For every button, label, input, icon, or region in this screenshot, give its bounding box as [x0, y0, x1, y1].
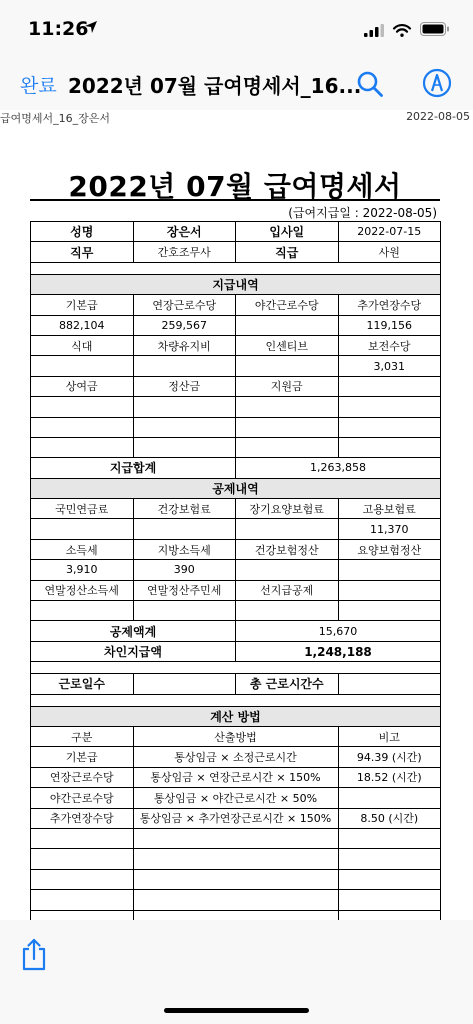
- wifi-icon: [393, 22, 411, 41]
- deduction-item-label: 연말정산주민세: [133, 580, 236, 600]
- pay-item-label: 기본급: [31, 295, 134, 315]
- calc-row: [31, 890, 441, 910]
- deduction-item-value: [236, 519, 339, 539]
- pay-item-label: 야간근로수당: [236, 295, 339, 315]
- pay-value-row: [31, 397, 441, 417]
- net-pay-label: 차인지급액: [31, 641, 236, 661]
- pay-value-row: [31, 437, 441, 457]
- calc-row: [31, 747, 441, 767]
- deduction-item-label: 지방소득세: [133, 539, 236, 559]
- calc-method: 통상임금 × 추가연장근로시간 × 150%: [133, 808, 338, 828]
- calc-method: 통상임금 × 소정근로시간: [133, 747, 338, 767]
- section-header-calculation: 계산 방법: [31, 706, 441, 726]
- pay-header-row: [31, 295, 441, 315]
- page-header-date: 2022-08-05: [406, 110, 470, 123]
- deduction-header-row: [31, 539, 441, 559]
- info-label: 성명: [31, 222, 134, 242]
- document-page: [0, 110, 473, 920]
- calc-note: 94.39 (시간): [338, 747, 441, 767]
- deduction-item-value: 11,370: [338, 519, 441, 539]
- info-row: [31, 222, 441, 242]
- pay-item-value: [236, 356, 339, 376]
- spacer: [31, 662, 441, 674]
- calc-row: [31, 788, 441, 808]
- calc-note: [338, 788, 441, 808]
- status-bar: [0, 0, 473, 58]
- deduction-total-value: 15,670: [236, 621, 441, 641]
- calc-item: 연장근로수당: [31, 767, 134, 787]
- calc-row: [31, 808, 441, 828]
- section-header-pay: 지급내역: [31, 274, 441, 294]
- spacer: [31, 694, 441, 706]
- deduction-value-row: [31, 601, 441, 621]
- pay-item-label: 차량유지비: [133, 335, 236, 355]
- calc-header: 산출방법: [133, 726, 338, 746]
- home-indicator: [164, 1008, 309, 1013]
- deduction-item-value: 3,910: [31, 560, 134, 580]
- pay-item-label: 보전수당: [338, 335, 441, 355]
- spacer: [31, 262, 441, 274]
- info-value: 간호조무사: [133, 242, 236, 262]
- section-header-deduction: 공제내역: [31, 478, 441, 498]
- cellular-signal-icon: [364, 22, 384, 41]
- deduction-item-label: 고용보험료: [338, 499, 441, 519]
- hours-value: [338, 674, 441, 694]
- deduction-value-row: [31, 519, 441, 539]
- pay-item-value: 259,567: [133, 315, 236, 335]
- pay-value-row: [31, 356, 441, 376]
- pay-item-value: [31, 356, 134, 376]
- net-pay-value: 1,248,188: [236, 641, 441, 661]
- pay-total-label: 지급합계: [31, 458, 236, 478]
- page-header-filename: 급여명세서_16_장은서: [0, 112, 111, 125]
- deduction-item-label: 건강보험료: [133, 499, 236, 519]
- workdays-value: [133, 674, 236, 694]
- deduction-item-label: 장기요양보험료: [236, 499, 339, 519]
- calc-header-row: [31, 726, 441, 746]
- deduction-item-value: [338, 560, 441, 580]
- markup-pen-icon[interactable]: [422, 68, 452, 102]
- info-label: 직급: [236, 242, 339, 262]
- payslip-title: 2022년 07월 급여명세서: [68, 170, 402, 203]
- done-button[interactable]: 완료: [20, 75, 57, 97]
- pay-item-value: [133, 356, 236, 376]
- info-label: 입사일: [236, 222, 339, 242]
- document-title: 2022년 07월 급여명세서_16...: [68, 74, 362, 98]
- calc-method: 통상임금 × 연장근로시간 × 150%: [133, 767, 338, 787]
- calc-item: 기본급: [31, 747, 134, 767]
- info-label: 직무: [31, 242, 134, 262]
- pay-item-label: 지원금: [236, 376, 339, 396]
- pay-item-label: 추가연장수당: [338, 295, 441, 315]
- calc-row: [31, 849, 441, 869]
- pay-item-value: 119,156: [338, 315, 441, 335]
- pay-item-value: 882,104: [31, 315, 134, 335]
- calc-header: 구분: [31, 726, 134, 746]
- pay-item-label: 정산금: [133, 376, 236, 396]
- pay-value-row: [31, 315, 441, 335]
- hours-label: 총 근로시간수: [236, 674, 339, 694]
- pay-date: (급여지급일 : 2022-08-05): [288, 206, 437, 220]
- location-arrow-icon: [84, 20, 98, 38]
- deduction-total-label: 공제액계: [31, 621, 236, 641]
- title-underline: [30, 199, 440, 201]
- share-icon[interactable]: [20, 938, 48, 976]
- status-time: 11:26: [28, 18, 89, 40]
- deduction-total-row: [31, 621, 441, 641]
- payslip-table: [30, 221, 441, 951]
- info-row: [31, 242, 441, 262]
- pay-total-value: 1,263,858: [236, 458, 441, 478]
- pay-header-row: [31, 376, 441, 396]
- calc-note: 18.52 (시간): [338, 767, 441, 787]
- calc-item: 야간근로수당: [31, 788, 134, 808]
- calc-item: 추가연장수당: [31, 808, 134, 828]
- calc-method: 통상임금 × 야간근로시간 × 50%: [133, 788, 338, 808]
- pay-total-row: [31, 458, 441, 478]
- info-value: 사원: [338, 242, 441, 262]
- info-value: 장은서: [133, 222, 236, 242]
- calc-row: [31, 767, 441, 787]
- deduction-item-value: 390: [133, 560, 236, 580]
- deduction-value-row: [31, 560, 441, 580]
- deduction-item-label: 선지급공제: [236, 580, 339, 600]
- pay-item-label: 상여금: [31, 376, 134, 396]
- pay-item-label: 식대: [31, 335, 134, 355]
- pay-item-label: 인센티브: [236, 335, 339, 355]
- deduction-item-label: [338, 580, 441, 600]
- deduction-item-label: 국민연금료: [31, 499, 134, 519]
- pay-value-row: [31, 417, 441, 437]
- calc-header: 비고: [338, 726, 441, 746]
- battery-icon: [420, 21, 450, 40]
- work-summary-row: [31, 674, 441, 694]
- navigation-bar: [0, 58, 473, 110]
- deduction-item-value: [133, 519, 236, 539]
- calc-row: [31, 869, 441, 889]
- workdays-label: 근로일수: [31, 674, 134, 694]
- pay-item-value: [236, 315, 339, 335]
- pay-header-row: [31, 335, 441, 355]
- calc-row: [31, 828, 441, 848]
- calc-note: 8.50 (시간): [338, 808, 441, 828]
- deduction-item-label: 연말정산소득세: [31, 580, 134, 600]
- net-pay-row: [31, 641, 441, 661]
- info-value: 2022-07-15: [338, 222, 441, 242]
- search-icon[interactable]: [356, 70, 384, 102]
- deduction-header-row: [31, 580, 441, 600]
- deduction-item-value: [236, 560, 339, 580]
- deduction-item-label: 건강보험정산: [236, 539, 339, 559]
- deduction-item-value: [31, 519, 134, 539]
- pay-item-value: 3,031: [338, 356, 441, 376]
- deduction-header-row: [31, 499, 441, 519]
- deduction-item-label: 요양보험정산: [338, 539, 441, 559]
- bottom-toolbar: [0, 920, 473, 1024]
- deduction-item-label: 소득세: [31, 539, 134, 559]
- pay-item-label: 연장근로수당: [133, 295, 236, 315]
- pay-item-label: [338, 376, 441, 396]
